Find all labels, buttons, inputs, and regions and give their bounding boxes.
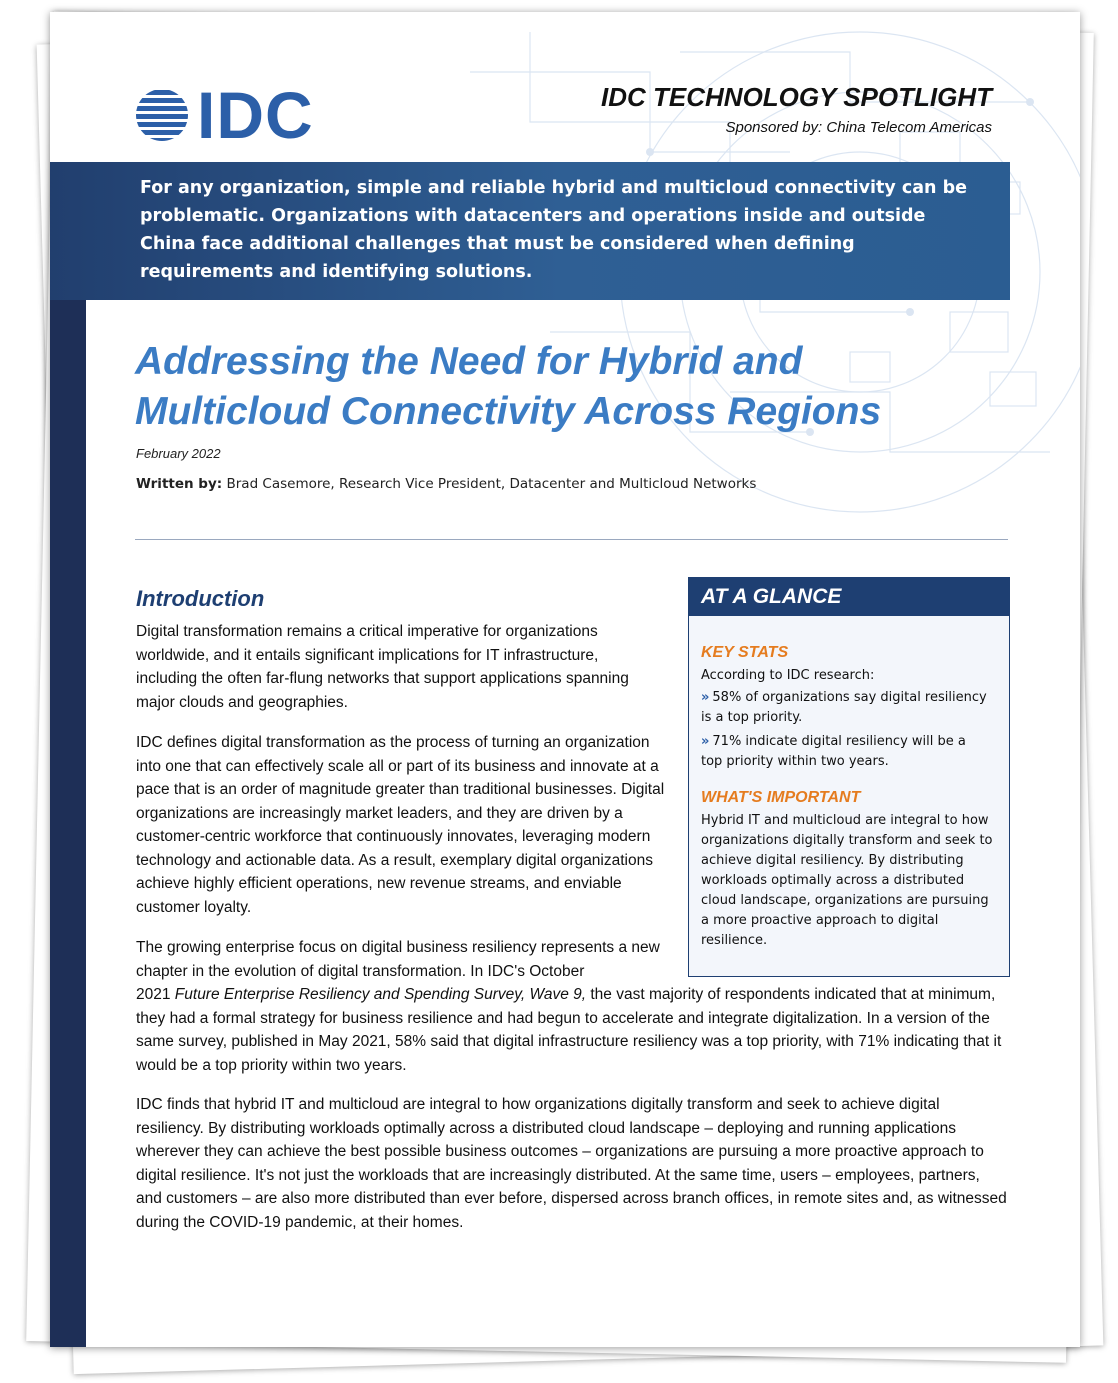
author-line — [136, 476, 756, 492]
intro-paragraph-3-start: The growing enterprise focus on digital business resiliency represents a new chapter in the evolution of digital transformation. In IDC's October — [136, 939, 660, 980]
summary-banner — [50, 162, 1010, 300]
bullet-text: 58% of organizations say digital resiliency is a top priority. — [701, 690, 987, 725]
title-line-1: Addressing the Need for Hybrid and — [135, 340, 803, 383]
intro-paragraph-4: IDC finds that hybrid IT and multicloud are integral to how organizations digitally transform and seek to achieve digital resiliency. By distributing workloads optimally across a distributed cloud landscape – deploying and running applications wherever they can achieve the best possible business outcomes – organizations are pursuing a more proactive approach to digital resilience. It's not just the workloads that are increasingly distributed. At the same time, users – employees, partners, and customers – are also more distributed than ever before, dispersed across branch offices, in remote sites and, as witnessed during the COVID-19 pandemic, at their homes. — [136, 1096, 1007, 1231]
intro-paragraph-1: Digital transformation remains a critical imperative for organizations worldwide, and it entails significant implications for IT infrastructure, including the often far-flung networks that support applications spanning major clouds and geographies. — [136, 623, 629, 711]
key-stat-bullet — [701, 688, 991, 728]
bullet-text: 71% indicate digital resiliency will be a top priority within two years. — [701, 734, 966, 769]
bullet-marker-icon: » — [701, 734, 710, 749]
spotlight-title: IDC TECHNOLOGY SPOTLIGHT — [601, 82, 992, 112]
page-edge-strip — [50, 162, 86, 1347]
key-stats-intro: According to IDC research: — [701, 668, 875, 683]
publication-date: February 2022 — [136, 446, 221, 461]
whats-important-text: Hybrid IT and multicloud are integral to how organizations digitally transform and seek to achieve digital resiliency. By distributing workloads optimally across a distributed cloud landscape, organizations are pursuing a more proactive approach to digital resilience. — [701, 813, 993, 948]
author-label: Written by: — [136, 476, 223, 492]
logo-wordmark: IDC — [197, 78, 314, 152]
whats-important-heading: WHAT'S IMPORTANT — [701, 789, 861, 806]
title-line-2: Multicloud Connectivity Across Regions — [135, 390, 882, 433]
sponsor-line: Sponsored by: China Telecom Americas — [725, 119, 992, 136]
document-title — [135, 337, 955, 437]
p3-year: 2021 — [136, 986, 175, 1003]
author-text: Brad Casemore, Research Vice President, Datacenter and Multicloud Networks — [222, 476, 757, 492]
globe-stripes-icon — [135, 88, 189, 142]
key-stats-heading: KEY STATS — [701, 644, 789, 661]
intro-paragraph-3-rest — [136, 983, 1006, 1077]
document-page — [50, 12, 1080, 1347]
glance-heading: AT A GLANCE — [689, 578, 1009, 616]
p3-text: the vast majority of respondents indicated that at minimum, they had a formal strategy for business resilience and had begun to accelerate and integrate digitalization. In a version of the same survey, published in May 2021, 58% said that digital infrastructure resiliency was a top priority, with 71% indicating that it would be a top priority within two years. — [136, 986, 1002, 1074]
survey-name: Future Enterprise Resiliency and Spending Survey, Wave 9, — [174, 986, 587, 1003]
spotlight-header — [601, 82, 992, 136]
banner-text: For any organization, simple and reliable hybrid and multicloud connectivity can be problematic. Organizations with datacenters and operations inside and outside China face additional challenges that must be considered when defining requirements and identifying solutions. — [140, 178, 967, 282]
at-a-glance-box — [688, 577, 1010, 977]
intro-paragraph-2: IDC defines digital transformation as the process of turning an organization into one that can effectively scale all or part of its business and innovate at a pace that is an order of magnitude greater than traditional businesses. Digital organizations are increasingly market leaders, and they are driven by a customer-centric workforce that continuously innovates, leveraging modern technology and actionable data. As a result, exemplary digital organizations achieve highly efficient operations, new revenue streams, and enviable customer loyalty. — [136, 734, 665, 916]
intro-heading: Introduction — [136, 586, 265, 611]
section-divider — [135, 539, 1008, 540]
key-stat-bullet — [701, 732, 991, 772]
bullet-marker-icon: » — [701, 690, 710, 705]
idc-logo — [135, 78, 314, 152]
